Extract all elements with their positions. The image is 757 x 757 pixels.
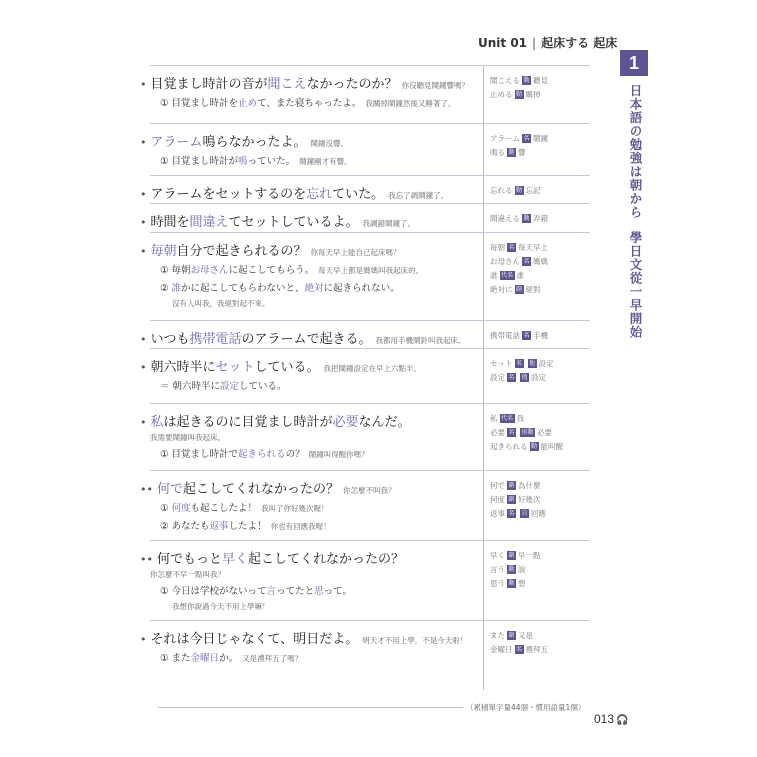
header-separator: |: [532, 36, 537, 50]
sentence-row: [140, 403, 590, 471]
response-sentence: [160, 520, 480, 533]
response-sentence: [160, 380, 480, 393]
response-sentence: [160, 652, 480, 665]
main-sentence: [140, 240, 480, 259]
part-of-speech-badge: 副: [508, 632, 515, 639]
sentence-block: [140, 478, 480, 533]
main-sentence: [140, 328, 480, 347]
response-translation: 沒有人叫我，我絕對起不來。: [172, 299, 270, 308]
unit-title-jp: 起床する: [541, 36, 590, 50]
text-segment: か。: [219, 653, 239, 664]
highlighted-word: 何度: [171, 503, 191, 514]
part-of-speech-badge: 他: [521, 374, 528, 381]
vocab-word: 誰: [490, 271, 498, 280]
vocab-item: [490, 255, 610, 269]
vocab-meaning: 誰: [516, 271, 525, 280]
text-segment: の？: [285, 449, 305, 460]
bullet: •: [140, 188, 147, 201]
vocab-item: [490, 241, 610, 255]
vocab-meaning: 聽見: [533, 76, 549, 85]
text-segment: 目覚まし時計を: [171, 98, 239, 109]
vocab-word: 何度: [490, 495, 505, 504]
main-sentence: [140, 183, 480, 202]
response-marker: ①: [160, 586, 169, 597]
highlighted-word: 毎朝: [150, 244, 177, 259]
text-segment: てセットしているよ。: [228, 215, 359, 230]
response-translation: 我叫了你好幾次喔！: [261, 504, 329, 513]
text-segment: 朝六時半に: [150, 360, 216, 375]
part-of-speech-badge: 名: [508, 510, 515, 517]
vocab-word: お母さん: [490, 257, 520, 266]
response-marker: ①: [160, 156, 169, 167]
highlighted-word: 言: [266, 586, 277, 597]
highlighted-word: 誰: [171, 283, 182, 294]
vocab-item: [490, 283, 610, 297]
vocab-meaning: 早一點: [518, 551, 541, 560]
vocab-word: 早く: [490, 551, 505, 560]
part-of-speech-badge: 名: [508, 374, 515, 381]
sentence-row: [140, 175, 590, 204]
vocab-list: [490, 184, 610, 198]
part-of-speech-badge: 名: [523, 332, 530, 339]
response-sentence: [160, 282, 480, 310]
vocab-meaning: 能叫醒: [540, 442, 564, 451]
sentence-block: [140, 183, 480, 202]
vocab-meaning: 說: [518, 565, 526, 574]
response-marker: ②: [160, 521, 169, 532]
vocab-meaning: 手機: [533, 331, 549, 340]
vocab-item: [490, 479, 610, 493]
vocab-word: 返事: [490, 509, 505, 518]
text-segment: 毎朝: [171, 265, 191, 276]
text-segment: て、また寝ちゃったよ。: [257, 98, 362, 109]
part-of-speech-badge: 副: [508, 496, 515, 503]
vocab-word: 毎朝: [490, 243, 505, 252]
main-sentence: [140, 73, 480, 92]
page-number: 013: [594, 712, 615, 726]
vocab-meaning: 每天早上: [518, 243, 549, 252]
highlighted-word: 絶対: [304, 283, 324, 294]
vocab-item: [490, 357, 610, 371]
text-segment: に起きられない。: [323, 283, 400, 294]
text-segment: に起こしてもらう。: [228, 265, 315, 276]
chinese-translation: 我忘了調鬧鐘了。: [388, 191, 449, 200]
vocab-word: 言う: [490, 565, 505, 574]
vocab-item: [490, 74, 610, 88]
text-segment: 朝六時半に: [172, 381, 221, 392]
response-marker: ＝: [160, 381, 170, 392]
part-of-speech-badge: 名: [523, 258, 530, 265]
sentence-row: [140, 470, 590, 541]
vocab-list: [490, 241, 610, 297]
vocab-word: 聞こえる: [490, 76, 520, 85]
vocab-meaning: 媽媽: [533, 257, 549, 266]
text-segment: 今日は学校がないって: [171, 586, 267, 597]
bullet: •: [140, 633, 147, 646]
text-segment: 鳴らなかったよ。: [202, 135, 307, 150]
response-sentence: [160, 502, 480, 515]
part-of-speech-badge: 動: [508, 149, 515, 156]
text-segment: したよ！: [228, 521, 267, 532]
part-of-speech-badge: 代名: [501, 272, 514, 279]
text-segment: も起こしたよ！: [190, 503, 258, 514]
highlighted-word: 必要: [332, 415, 359, 430]
sentence-row: [140, 123, 590, 176]
highlighted-word: 忘れ: [306, 187, 333, 202]
response-translation: 每天早上都是媽媽叫我起床的。: [318, 266, 424, 275]
sentence-block: [140, 73, 480, 110]
vocab-meaning: 弄錯: [533, 214, 549, 223]
vocab-item: [490, 371, 610, 385]
chinese-translation: 你每天早上能自己起床嗎？: [310, 248, 401, 257]
vocab-item: [490, 88, 610, 102]
vocab-list: [490, 132, 610, 160]
chapter-title-jp: 日本語の勉強は朝から: [628, 84, 643, 219]
text-segment: している。: [239, 381, 287, 392]
vocab-item: [490, 426, 610, 440]
sentence-block: [140, 131, 480, 168]
part-of-speech-badge: 名: [508, 429, 515, 436]
response-sentence: [160, 585, 480, 613]
main-sentence: [140, 411, 480, 443]
text-segment: 時間を: [150, 215, 190, 230]
vocab-list: [490, 479, 610, 521]
vocab-count-note: （累積單字量44個・慣用語量1個）: [466, 703, 586, 712]
part-of-speech-badge: 副: [508, 482, 515, 489]
part-of-speech-badge: 動: [523, 215, 530, 222]
main-sentence: [140, 478, 480, 497]
vocab-word: 間違える: [490, 214, 520, 223]
vocab-item: [490, 440, 610, 454]
unit-header: [478, 34, 617, 51]
chinese-translation: 明天才不用上學，不是今天啦！: [362, 636, 468, 645]
vocab-item: [490, 549, 610, 563]
part-of-speech-badge: 動: [531, 443, 538, 450]
part-of-speech-badge: 副: [516, 286, 523, 293]
vocab-meaning: 設定: [531, 373, 547, 382]
bullet: •: [140, 136, 147, 149]
vocab-word: 絶対に: [490, 285, 513, 294]
sentence-row: [140, 348, 590, 404]
sentence-row: [140, 540, 590, 621]
highlighted-word: 聞こえ: [267, 77, 307, 92]
vocab-item: [490, 132, 610, 146]
text-segment: って。: [323, 586, 352, 597]
vocab-item: [490, 643, 610, 657]
sentence-row: [140, 232, 590, 321]
text-segment: は起きるのに目覚まし時計が: [163, 415, 333, 430]
text-segment: それは今日じゃなくて、明日だよ。: [150, 632, 359, 647]
main-sentence: [140, 356, 480, 375]
vocab-item: [490, 269, 610, 283]
vocab-word: また: [490, 631, 505, 640]
vocab-item: [490, 629, 610, 643]
sentence-block: [140, 328, 480, 347]
response-sentence: [160, 448, 480, 461]
text-segment: かに起こしてもらわないと、: [181, 283, 305, 294]
main-sentence: [140, 548, 480, 580]
highlighted-word: 早く: [222, 552, 249, 567]
highlighted-word: 携帯電話: [189, 332, 242, 347]
chinese-translation: 我調錯鬧鐘了。: [362, 219, 416, 228]
highlighted-word: 金曜日: [190, 653, 220, 664]
vocab-word: セット: [490, 359, 513, 368]
vocab-word: 携帯電話: [490, 331, 520, 340]
main-sentence: [140, 131, 480, 150]
vocab-word: 止める: [490, 90, 513, 99]
vocab-word: 何で: [490, 481, 505, 490]
vocab-meaning: 關掉: [525, 90, 541, 99]
chinese-translation: 你怎麼不叫我？: [343, 486, 396, 495]
response-sentence: [160, 264, 480, 277]
highlighted-word: 間違え: [189, 215, 229, 230]
main-sentence: [140, 628, 480, 647]
part-of-speech-badge: 動: [508, 580, 515, 587]
text-segment: 目覚まし時計が: [171, 156, 239, 167]
vocab-word: 忘れる: [490, 186, 513, 195]
text-segment: ってたと: [276, 586, 315, 597]
sentence-block: [140, 548, 480, 613]
vocab-list: [490, 357, 610, 385]
highlighted-word: 私: [150, 415, 164, 430]
text-segment: 目覚まし時計の音が: [150, 77, 268, 92]
headphones-icon[interactable]: 🎧: [616, 715, 629, 726]
highlighted-word: 返事: [209, 521, 229, 532]
bullet: •: [140, 216, 147, 229]
part-of-speech-badge: 自: [521, 510, 528, 517]
vocab-item: [490, 412, 610, 426]
vocab-meaning: 想: [518, 579, 526, 588]
bullet: ••: [140, 483, 153, 496]
text-segment: なかったのか？: [306, 77, 398, 92]
highlighted-word: 起きられる: [238, 449, 286, 460]
response-translation: 鬧鐘剛才有響。: [299, 157, 352, 166]
vocab-word: 必要: [490, 428, 505, 437]
response-translation: 我關掉鬧鐘然後又睡著了。: [365, 99, 456, 108]
bullet: •: [140, 416, 147, 429]
part-of-speech-badge: 形動: [521, 429, 534, 436]
vocab-list: [490, 329, 610, 343]
text-segment: 目覚まし時計で: [171, 449, 239, 460]
response-translation: 你也有回應我喔！: [270, 522, 331, 531]
chinese-translation: 我把鬧鐘設定在早上六點半。: [323, 364, 422, 373]
text-segment: 自分で起きられるの？: [176, 244, 307, 259]
text-segment: あなたも: [171, 521, 210, 532]
vocab-meaning: 我: [516, 414, 525, 423]
text-segment: アラームをセットするのを: [150, 187, 307, 202]
bullet: ••: [140, 553, 153, 566]
highlighted-word: アラーム: [150, 135, 203, 150]
text-segment: なんだ。: [358, 415, 411, 430]
vocab-meaning: 回應: [531, 509, 547, 518]
response-sentence: [160, 155, 480, 168]
vocab-word: 私: [490, 414, 498, 423]
vocab-item: [490, 329, 610, 343]
highlighted-word: 鳴: [238, 156, 248, 167]
vocab-meaning: 又是: [518, 631, 534, 640]
vocab-item: [490, 212, 610, 226]
sentence-row: [140, 65, 590, 124]
vocab-meaning: 設定: [538, 359, 554, 368]
vocab-list: [490, 549, 610, 591]
text-segment: また: [171, 653, 191, 664]
response-marker: ①: [160, 503, 169, 514]
bullet: •: [140, 333, 147, 346]
vocab-meaning: 禮拜五: [525, 645, 549, 654]
main-sentence: [140, 211, 480, 230]
sentence-row: [140, 203, 590, 233]
sentence-block: [140, 356, 480, 393]
vocab-item: [490, 577, 610, 591]
vocab-word: 鳴る: [490, 148, 505, 157]
response-marker: ①: [160, 265, 169, 276]
bullet: •: [140, 245, 147, 258]
part-of-speech-badge: 動: [508, 566, 515, 573]
vocab-meaning: 必要: [537, 428, 553, 437]
unit-number: Unit 01: [478, 36, 528, 50]
text-segment: いつも: [150, 332, 190, 347]
vocab-list: [490, 212, 610, 226]
chapter-title-zh: 學日文從一早開始: [628, 231, 643, 339]
chinese-translation: 鬧鐘沒響。: [310, 139, 349, 148]
chinese-translation: 我需要鬧鐘叫我起床。: [150, 433, 225, 442]
vocab-meaning: 忘記: [525, 186, 541, 195]
vocab-item: [490, 146, 610, 160]
response-translation: 我想你說過今天不用上學嘛！: [172, 602, 270, 611]
text-segment: 起こしてくれなかったの？: [183, 482, 340, 497]
vocab-word: 金曜日: [490, 645, 513, 654]
page-number-area: [594, 712, 628, 726]
vocab-meaning: 絕對: [525, 285, 541, 294]
vocab-word: 起きられる: [490, 442, 528, 451]
chinese-translation: 你沒聽見鬧鐘響嗎？: [401, 81, 470, 90]
response-marker: ①: [160, 449, 169, 460]
vocab-item: [490, 184, 610, 198]
text-segment: のアラームで起きる。: [241, 332, 372, 347]
response-sentence: [160, 97, 480, 110]
sentence-block: [140, 628, 480, 665]
part-of-speech-badge: 動: [523, 77, 530, 84]
sentence-block: [140, 211, 480, 230]
text-segment: 起こしてくれなかったの？: [248, 552, 405, 567]
vocab-meaning: 鬧鐘: [533, 134, 549, 143]
text-segment: している。: [254, 360, 320, 375]
response-marker: ①: [160, 653, 169, 664]
highlighted-word: 止め: [238, 98, 258, 109]
vocab-item: [490, 563, 610, 577]
chapter-tab[interactable]: 1: [620, 50, 648, 76]
part-of-speech-badge: 副: [508, 552, 515, 559]
sentence-row: [140, 620, 590, 691]
footer-divider: [158, 707, 463, 708]
vocab-word: アラーム: [490, 134, 520, 143]
response-marker: ②: [160, 283, 169, 294]
part-of-speech-badge: 動: [516, 91, 523, 98]
unit-title-zh: 起床: [593, 36, 618, 50]
response-marker: ①: [160, 98, 169, 109]
text-segment: っていた。: [247, 156, 296, 167]
highlighted-word: 思: [314, 586, 324, 597]
text-segment: 何でもっと: [156, 552, 222, 567]
vocab-meaning: 好幾次: [518, 495, 541, 504]
vocab-item: [490, 493, 610, 507]
vocab-list: [490, 74, 610, 102]
chapter-title: [626, 84, 644, 339]
highlighted-word: 設定: [220, 381, 240, 392]
response-translation: 又是禮拜五了嗎？: [242, 654, 303, 663]
sentence-block: [140, 411, 480, 461]
chinese-translation: 我都用手機鬧鈴叫我起床。: [375, 336, 466, 345]
chinese-translation: 你怎麼不早一點叫我？: [150, 570, 225, 579]
response-translation: 鬧鐘叫得醒你嗎？: [308, 450, 369, 459]
part-of-speech-badge: 代名: [501, 415, 514, 422]
vocab-item: [490, 507, 610, 521]
part-of-speech-badge: 動: [516, 187, 523, 194]
vocab-meaning: 響: [518, 148, 526, 157]
highlighted-word: お母さん: [190, 265, 229, 276]
vocab-word: 思う: [490, 579, 505, 588]
vocab-meaning: 為什麼: [518, 481, 541, 490]
part-of-speech-badge: 名: [508, 244, 515, 251]
vocab-list: [490, 412, 610, 454]
part-of-speech-badge: 名: [516, 360, 523, 367]
sentence-row: [140, 320, 590, 349]
bullet: •: [140, 78, 147, 91]
part-of-speech-badge: 名: [516, 646, 523, 653]
sentence-block: [140, 240, 480, 310]
highlighted-word: セット: [215, 360, 255, 375]
highlighted-word: 何で: [156, 482, 183, 497]
bullet: •: [140, 361, 147, 374]
text-segment: ていた。: [332, 187, 385, 202]
part-of-speech-badge: 名: [523, 135, 530, 142]
vocab-list: [490, 629, 610, 657]
part-of-speech-badge: 他: [529, 360, 536, 367]
vocab-word: 設定: [490, 373, 505, 382]
